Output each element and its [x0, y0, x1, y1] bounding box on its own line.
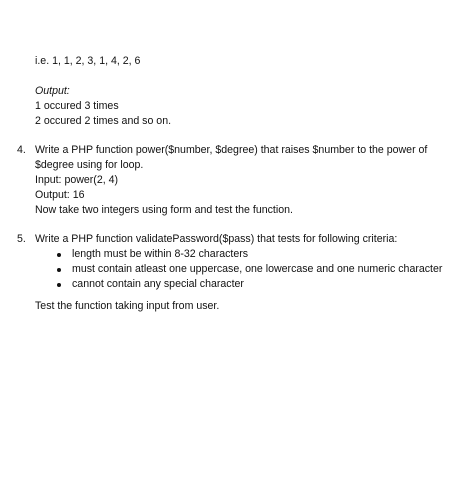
question-4-instruction: Now take two integers using form and test the function.	[35, 204, 293, 216]
question-4-number: 4.	[17, 144, 26, 156]
bullet-icon	[57, 283, 61, 287]
criteria-item-3: cannot contain any special character	[72, 278, 244, 290]
question-4-line-2: $degree using for loop.	[35, 159, 144, 171]
question-4-output: Output: 16	[35, 189, 85, 201]
criteria-item-2: must contain atleast one uppercase, one lowercase and one numeric character	[72, 263, 443, 275]
question-4-input: Input: power(2, 4)	[35, 174, 119, 186]
output-line-1: 1 occured 3 times	[35, 100, 119, 112]
question-5-number: 5.	[17, 233, 26, 245]
bullet-icon	[57, 253, 61, 257]
question-5-closing: Test the function taking input from user.	[35, 300, 220, 312]
sequence-example: i.e. 1, 1, 2, 3, 1, 4, 2, 6	[35, 55, 141, 67]
output-line-2: 2 occured 2 times and so on.	[35, 115, 172, 127]
bullet-icon	[57, 268, 61, 272]
question-5-line-1: Write a PHP function validatePassword($pass) that tests for following criteria:	[35, 233, 398, 245]
criteria-item-1: length must be within 8-32 characters	[72, 248, 249, 260]
question-4-line-1: Write a PHP function power($number, $degree) that raises $number to the power of	[35, 144, 428, 156]
output-heading: Output:	[35, 85, 70, 97]
